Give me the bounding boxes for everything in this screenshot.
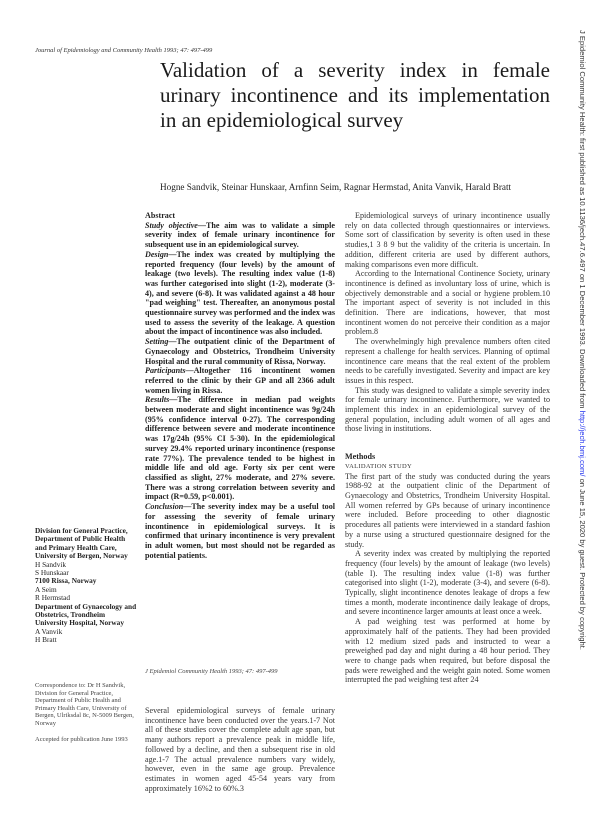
intro-paragraph: Several epidemiological surveys of female urinary incontinence have been conducted over the years.1-7 Not all of these studies cover the complete adult age span, but many authors report a prevalence peak in middle life, followed by a decline, and then a subsequent rise in old age.1-7 The actual prevalence numbers vary widely, however, even in the same age group. Prevalence estimates in women aged 45-54 years vary from approximately 16%2 to 60%.3: [145, 706, 335, 793]
section-text: —The aim was to validate a simple severity index of female urinary incontinence for subsequent use in an epidemiological survey.: [145, 220, 335, 250]
author-list: Hogne Sandvik, Steinar Hunskaar, Arnfinn Seim, Ragnar Hermstad, Anita Vanvik, Harald Bratt: [160, 182, 512, 192]
section-text: —The severity index may be a useful tool for assessing the severity of female urinary incontinence in epidemiological surveys. It is confirmed that urinary incontinence is very prevalent in adult women, but most should not be regarded as potential patients.: [145, 502, 335, 560]
abstract-design: [145, 250, 335, 337]
abstract-results: [145, 395, 335, 502]
article-title: Validation of a severity index in female urinary incontinence and its implementation in an epidemiological survey: [160, 58, 550, 132]
author-initials: A Seim: [35, 584, 57, 594]
section-label: Results: [145, 395, 170, 405]
body-paragraph: A severity index was created by multiplying the reported frequency (four levels) by the amount of leakage (two levels) (table I). The resulting index value (1-8) was further categorised into slight (1-2), moderate (3-4), and severe (6-8). Typically, slight incontinence denotes leakage of drops a few times a month, moderate incontinence daily leakage of drops, and severe incontinence larger amounts at least once a week.: [345, 549, 550, 617]
abstract: [145, 211, 335, 560]
running-head: Journal of Epidemiology and Community Health 1993; 47: 497-499: [35, 47, 213, 54]
body-paragraph: Epidemiological surveys of urinary incontinence usually rely on data collected through questionnaires or interviews. Some sort of classification by severity is often used in these studies,1 3 8 9 but the validity of the criteria is uncertain. In addition, different criteria are used by different authors, making comparisons even more difficult.: [345, 211, 550, 269]
section-label: Conclusion: [145, 502, 184, 512]
section-label: Design: [145, 249, 169, 259]
author-initials: H Sandvik: [35, 559, 67, 569]
accepted-date: Accepted for publication June 1993: [35, 735, 128, 743]
abstract-setting: [145, 337, 335, 366]
affiliation: 7100 Rissa, Norway: [35, 576, 97, 586]
abstract-conclusion: [145, 502, 335, 560]
body-paragraph: A pad weighing test was performed at home by approximately half of the patients. They had been provided with 12 medium sized pads and instructed to wear a preweighed pad day and night during a 48 hour period. They were to change pads when required, but before disposal the pads were reweighed and the weight gain noted. Some women interrupted the pad weighing test after 24: [345, 617, 550, 685]
journal-link[interactable]: http://jech.bmj.com/: [578, 410, 587, 477]
affiliations: [35, 527, 137, 645]
section-text: —The index was created by multiplying the reported frequency (four levels) by the amount of leakage (two levels). The resulting index value (1-8) was further categorised into slight (1-2), moderate (3-4), and severe (6-8). It was validated against a 48 hour "pad weighing" test. Thereafter, an anonymous postal questionnaire survey was performed and the index was used to assess the severity of the leakage. A question about the impact of incontinence was also included.: [145, 249, 335, 337]
author-initials: A Vanvik: [35, 626, 63, 636]
section-text: —The difference in median pad weights between moderate and slight incontinence was 9g/24h (95% confidence interval 0-27). The corresponding difference between severe and moderate incontinence was 17g/24h (95% CI 5-30). In the epidemiological survey 29.4% reported urinary incontinence (response rate 77%). The prevalence tended to be highest in middle life and old age. Forty six per cent were classified as slight, 27% moderate, and 27% severe. There was a strong correlation between severity and impact (R=0.59, p<0.001).: [145, 395, 335, 502]
affiliation: Division for General Practice, Department of Public Health and Primary Health Care, University of Bergen, Norway: [35, 526, 128, 561]
methods-heading: Methods: [345, 452, 376, 462]
body-paragraph: According to the International Continence Society, urinary incontinence is defined as involuntary loss of urine, which is objectively demonstrable and a social or hygiene problem.10 The important aspect of severity is not included in this definition. There are indications, however, that most incontinent women do not perceive their condition as a major problem.8: [345, 269, 550, 337]
download-notice: [578, 30, 587, 800]
affiliation: Department of Gynaecology and Obstetrics, Trondheim University Hospital, Norway: [35, 601, 137, 628]
citation: J Epidemiol Community Health 1993; 47: 497-499: [145, 668, 278, 675]
abstract-objective: [145, 221, 335, 250]
abstract-participants: [145, 366, 335, 395]
abstract-heading: Abstract: [145, 211, 176, 220]
author-initials: R Hermstad: [35, 593, 71, 603]
section-label: Setting: [145, 337, 169, 347]
section-text: —The outpatient clinic of the Department of Gynaecology and Obstetrics, Trondheim University Hospital and the rural community of Rissa, Norway.: [145, 337, 335, 366]
right-column: [345, 211, 550, 685]
notice-text: J Epidemiol Community Health: first published as 10.1136/jech.47.6.497 on 1 December 1993. Downloaded from: [578, 30, 587, 411]
section-label: Study objective: [145, 220, 198, 230]
correspondence-address: Correspondence to: Dr H Sandvik, Division for General Practice, Department of Public Health and Primary Health Care, University of Bergen, Ulriksdal 8c, N-5009 Bergen, Norway: [35, 682, 134, 727]
author-initials: H Bratt: [35, 635, 57, 645]
methods-subheading: VALIDATION STUDY: [345, 462, 412, 470]
body-paragraph: The first part of the study was conducted during the years 1988-92 at the outpatient clinic of the Department of Gynaecology and Obstetrics, Trondheim University Hospital. All women referred by GPs because of urinary incontinence were included. Before proceeding to other diagnostic procedures all patients were interviewed in a standard fashion by a nurse using a structured questionnaire designed for the study.: [345, 471, 550, 549]
correspondence: [35, 682, 137, 743]
body-paragraph: The overwhelmingly high prevalence numbers often cited represent a challenge for health services. Planning of optimal incontinence care means that the real extent of the problem needs to be carefully investigated. Severity and impact are key issues in this respect.: [345, 337, 550, 385]
section-text: —Altogether 116 incontinent women referred to the clinic by their GP and all 2366 adult women living in Rissa.: [145, 366, 335, 395]
notice-text: on June 15, 2020 by guest. Protected by copyright.: [578, 476, 587, 650]
body-paragraph: This study was designed to validate a simple severity index for female urinary incontinence. Furthermore, we wanted to implement this index in an epidemiological survey of the general population, including adult women of all ages and those living in institutions.: [345, 385, 550, 434]
author-initials: S Hunskaar: [35, 568, 69, 578]
section-label: Participants: [145, 366, 186, 376]
